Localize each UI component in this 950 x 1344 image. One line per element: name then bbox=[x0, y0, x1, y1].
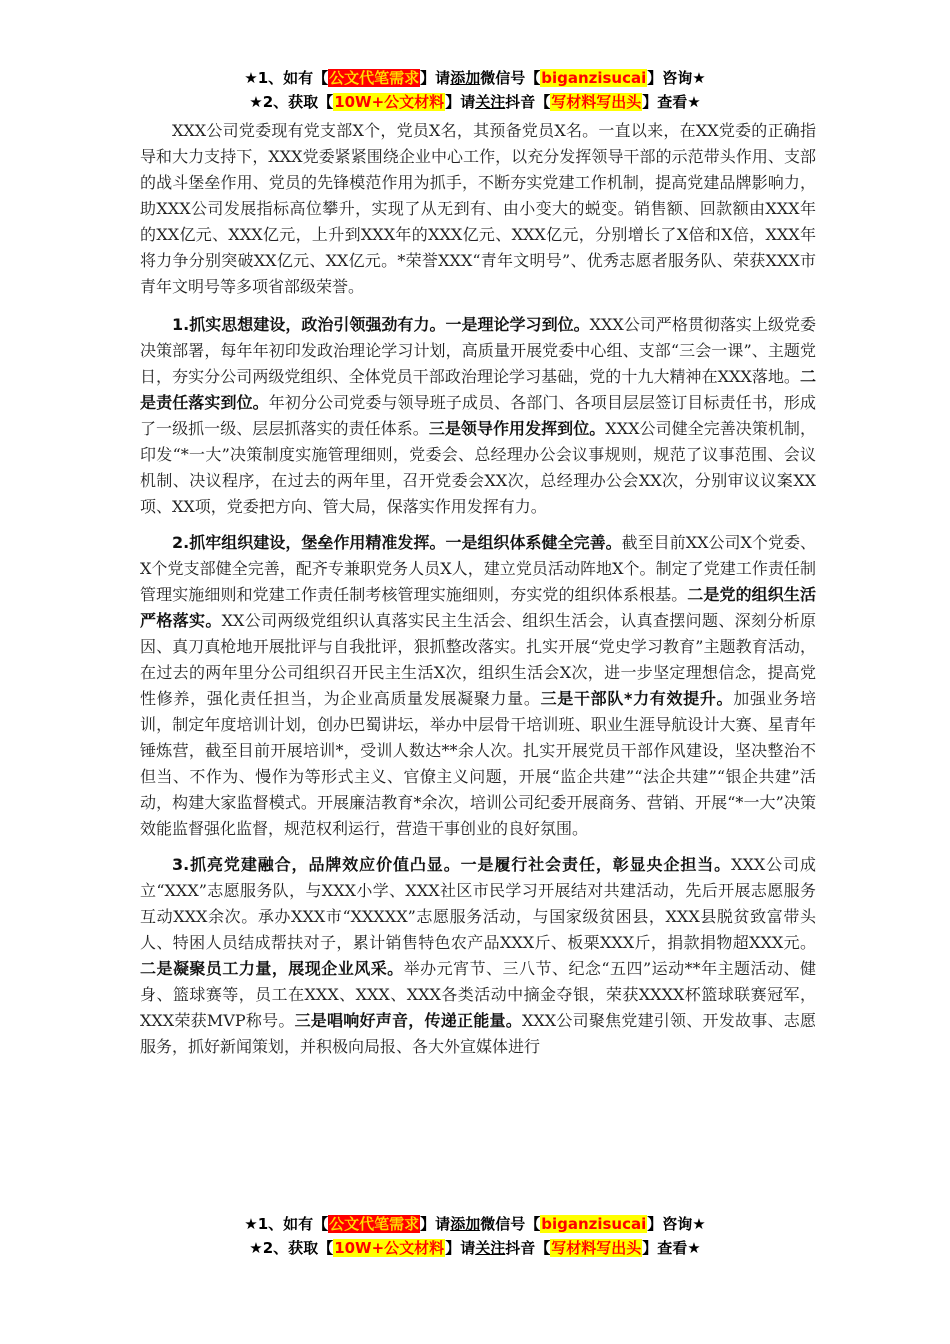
banner-douyin-id: 写材料写出头 bbox=[551, 1239, 642, 1257]
banner-douyin-id: 写材料写出头 bbox=[551, 93, 642, 111]
banner-line-2: ★2、获取【10W+公文材料】请关注抖音【写材料写出头】查看★ bbox=[249, 1239, 701, 1257]
section-2-paragraph: 2.抓牢组织建设，堡垒作用精准发挥。一是组织体系健全完善。截至目前XX公司X个党委、X个党支部健全完善，配齐专兼职党务人员X人，建立党员活动阵地X个。制定了党建工作责任制管理实施细则和党建工作责任制考核管理实施细则，夯实党的组织体系根基。二是党的组织生活严格落实。XX公司两级党组织认真落实民主生活会、组织生活会，认真查摆问题、深刻分析原因、真刀真枪地开展批评与自我批评，狠抓整改落实。扎实开展“党史学习教育”主题教育活动，在过去的两年里分公司组织召开民主生活X次，组织生活会X次，进一步坚定理想信念，提高党性修养，强化责任担当，为企业高质量发展凝聚力量。三是干部队*力有效提升。加强业务培训，制定年度培训计划，创办巴蜀讲坛，举办中层骨干培训班、职业生涯导航设计大赛、星青年锤炼营，截至目前开展培训*，受训人数达**余人次。扎实开展党员干部作风建设，坚决整治不但当、不作为、慢作为等形式主义、官僚主义问题，开展“监企共建”“法企共建”“银企共建”活动，构建大家监督模式。开展廉洁教育*余次，培训公司纪委开展商务、营销、开展“*一大”决策效能监督强化监督，规范权利运行，营造干事创业的良好氛围。 bbox=[140, 533, 816, 838]
banner-highlight: 公文代笔需求 bbox=[329, 69, 420, 87]
banner-line-1: ★1、如有【公文代笔需求】请添加微信号【biganzisucai】咨询★ bbox=[244, 69, 706, 87]
document-body bbox=[140, 118, 816, 1070]
section-1-heading: 1.抓实思想建设，政治引领强劲有力。一是理论学习到位。 bbox=[172, 315, 590, 334]
banner-line-1: ★1、如有【公文代笔需求】请添加微信号【biganzisucai】咨询★ bbox=[244, 1215, 706, 1233]
header-banner bbox=[0, 66, 950, 114]
banner-highlight: 10W+公文材料 bbox=[334, 1239, 445, 1257]
section-2-heading: 2.抓牢组织建设，堡垒作用精准发挥。一是组织体系健全完善。 bbox=[172, 533, 622, 552]
banner-highlight: 公文代笔需求 bbox=[329, 1215, 420, 1233]
footer-banner bbox=[0, 1212, 950, 1260]
banner-wechat-id: biganzisucai bbox=[541, 1215, 647, 1233]
section-1-paragraph: 1.抓实思想建设，政治引领强劲有力。一是理论学习到位。XXX公司严格贯彻落实上级党委决策部署，每年年初印发政治理论学习计划，高质量开展党委中心组、支部“三会一课”、主题党日，夯实分公司两级党组织、全体党员干部政治理论学习基础，党的十九大精神在XXX落地。二是责任落实到位。年初分公司党委与领导班子成员、各部门、各项目层层签订目标责任书，形成了一级抓一级、层层抓落实的责任体系。三是领导作用发挥到位。XXX公司健全完善决策机制，印发“*一大”决策制度实施管理细则，党委会、总经理办公会议事规则，规范了议事范围、会议机制、决议程序，在过去的两年里，召开党委会XX次，总经理办公会XX次，分别审议议案XX项、XX项，党委把方向、管大局，保落实作用发挥有力。 bbox=[140, 315, 816, 516]
banner-highlight: 10W+公文材料 bbox=[334, 93, 445, 111]
banner-wechat-id: biganzisucai bbox=[541, 69, 647, 87]
section-3-heading: 3.抓亮党建融合，品牌效应价值凸显。一是履行社会责任，彰显央企担当。 bbox=[172, 855, 732, 874]
intro-paragraph: XXX公司党委现有党支部X个，党员X名，其预备党员X名。一直以来，在XX党委的正确指导和大力支持下，XXX党委紧紧围绕企业中心工作，以充分发挥领导干部的示范带头作用、支部的战斗堡垒作用、党员的先锋模范作用为抓手，不断夯实党建工作机制，提高党建品牌影响力，助XXX公司发展指标高位攀升，实现了从无到有、由小变大的蜕变。销售额、回款额由XXX年的XX亿元、XXX亿元，上升到XXX年的XXX亿元、XXX亿元，分别增长了X倍和X倍，XXX年将力争分别突破XX亿元、XX亿元。*荣誉XXX“青年文明号”、优秀志愿者服务队、荣获XXX市青年文明号等多项省部级荣誉。 bbox=[140, 121, 816, 296]
section-3-paragraph: 3.抓亮党建融合，品牌效应价值凸显。一是履行社会责任，彰显央企担当。XXX公司成立“XXX”志愿服务队，与XXX小学、XXX社区市民学习开展结对共建活动，先后开展志愿服务互动XXX余次。承办XXX市“XXXXX”志愿服务活动，与国家级贫困县，XXX县脱贫致富带头人、特困人员结成帮扶对子，累计销售特色农产品XXX斤、板栗XXX斤，捐款捐物超XXX元。二是凝聚员工力量，展现企业风采。举办元宵节、三八节、纪念“五四”运动**年主题活动、健身、篮球赛等，员工在XXX、XXX、XXX各类活动中摘金夺银，荣获XXXX杯篮球联赛冠军，XXX荣获MVP称号。三是唱响好声音，传递正能量。XXX公司聚焦党建引领、开发故事、志愿服务，抓好新闻策划，并积极向局报、各大外宣媒体进行 bbox=[140, 855, 816, 1056]
banner-line-2: ★2、获取【10W+公文材料】请关注抖音【写材料写出头】查看★ bbox=[249, 93, 701, 111]
